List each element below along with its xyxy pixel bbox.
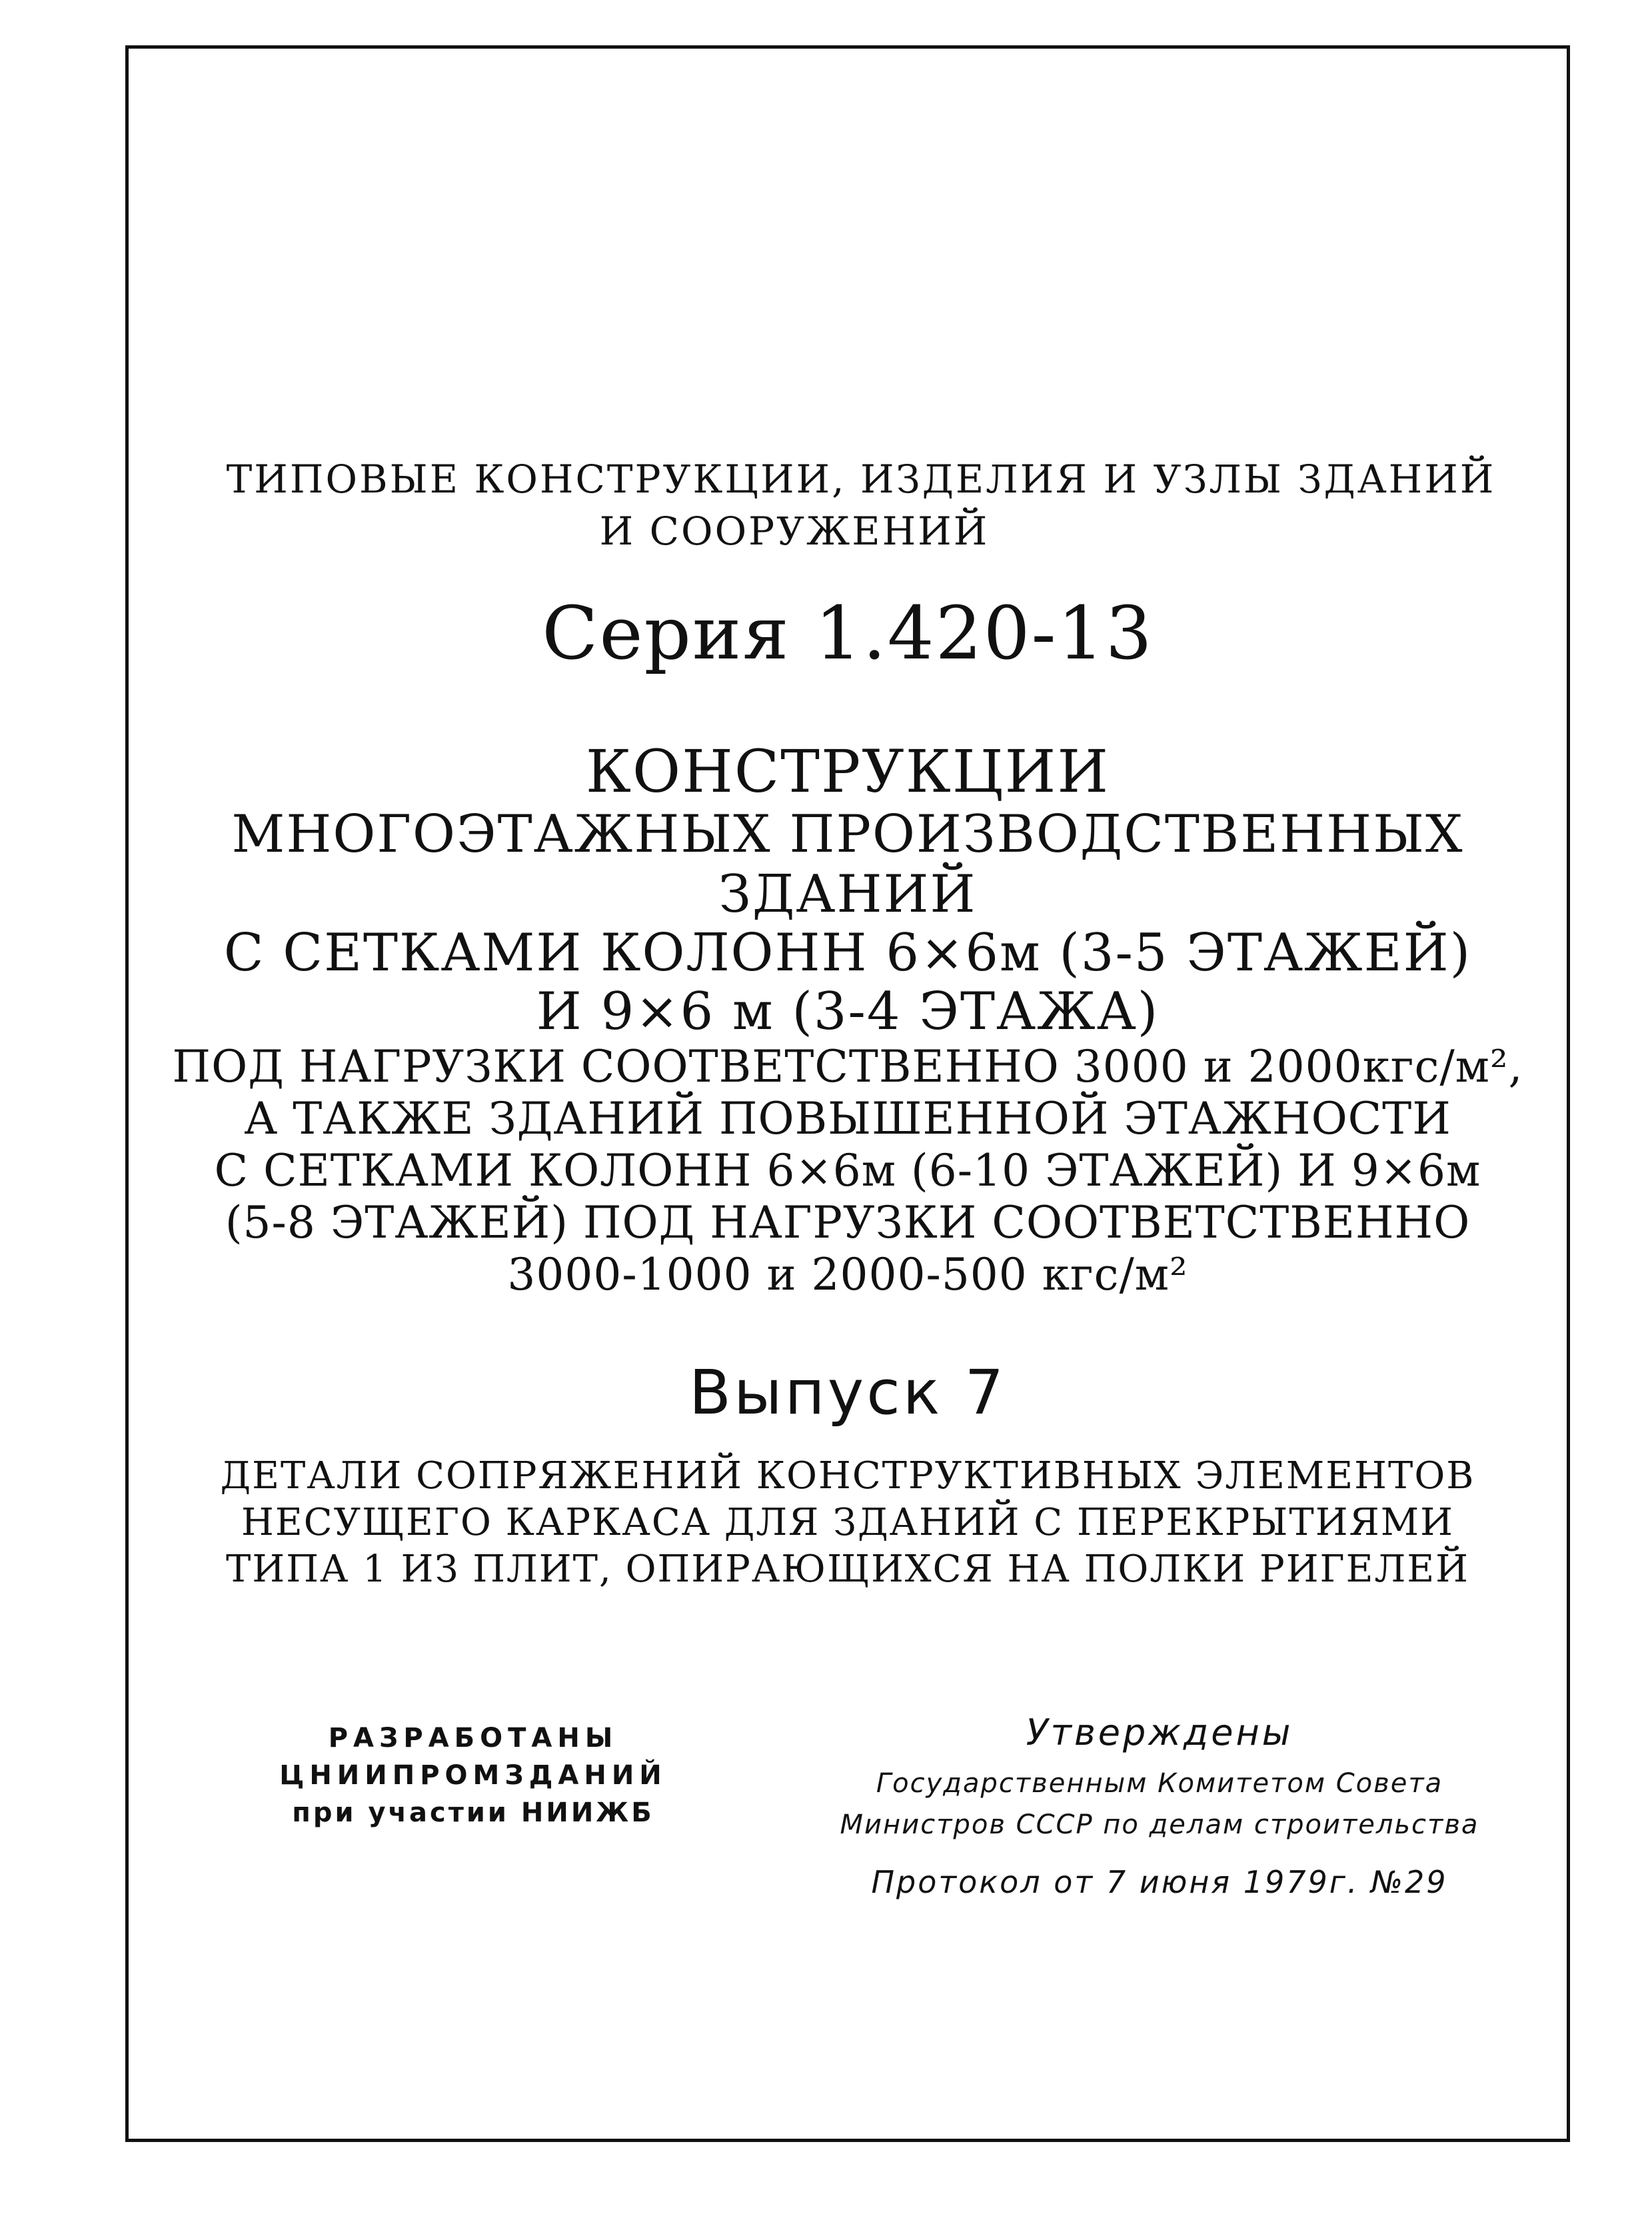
approved-by xyxy=(826,1703,1493,1912)
title-line-9: (5-8 ЭТАЖЕЙ) ПОД НАГРУЗКИ СООТВЕТСТВЕННО xyxy=(225,1197,1471,1248)
approver-line-1: Государственным Комитетом Совета xyxy=(876,1768,1443,1799)
title-line-7: А ТАКЖЕ ЗДАНИЙ ПОВЫШЕННОЙ ЭТАЖНОСТИ xyxy=(244,1093,1451,1144)
title-line-5: И 9×6 м (3-4 ЭТАЖА) xyxy=(536,982,1160,1042)
issue-number: Выпуск 7 xyxy=(688,1357,1007,1428)
title-line-8: С СЕТКАМИ КОЛОНН 6×6м (6-10 ЭТАЖЕЙ) И 9×6м xyxy=(214,1145,1481,1196)
title-line-6: ПОД НАГРУЗКИ СООТВЕТСТВЕННО 3000 и 2000кгс/м², xyxy=(172,1041,1523,1092)
details-line-2: НЕСУЩЕГО КАРКАСА ДЛЯ ЗДАНИЙ С ПЕРЕКРЫТИЯМИ xyxy=(241,1501,1454,1544)
header-line-1: ТИПОВЫЕ КОНСТРУКЦИИ, ИЗДЕЛИЯ И УЗЛЫ ЗДАНИЙ xyxy=(226,457,1496,502)
series-title: Серия 1.420-13 xyxy=(542,590,1154,676)
details-line-1: ДЕТАЛИ СОПРЯЖЕНИЙ КОНСТРУКТИВНЫХ ЭЛЕМЕНТОВ xyxy=(220,1454,1475,1498)
developer-participant: при участии НИИЖБ xyxy=(292,1797,654,1828)
developed-by xyxy=(267,1719,680,1831)
document-header xyxy=(125,453,1570,557)
developed-label: РАЗРАБОТАНЫ xyxy=(328,1723,618,1753)
developer-org: ЦНИИПРОМЗДАНИЙ xyxy=(279,1760,667,1791)
approved-label: Утверждены xyxy=(1026,1711,1293,1753)
protocol-reference: Протокол от 7 июня 1979г. №29 xyxy=(871,1864,1448,1900)
title-line-3: ЗДАНИЙ xyxy=(718,864,977,924)
title-line-2: МНОГОЭТАЖНЫХ ПРОИЗВОДСТВЕННЫХ xyxy=(231,804,1464,864)
issue-description xyxy=(125,1453,1570,1593)
title-line-4: С СЕТКАМИ КОЛОНН 6×6м (3-5 ЭТАЖЕЙ) xyxy=(223,923,1472,983)
details-line-3: ТИПА 1 ИЗ ПЛИТ, ОПИРАЮЩИХСЯ НА ПОЛКИ РИГЕЛЕЙ xyxy=(226,1548,1469,1591)
document-title xyxy=(125,737,1570,1301)
title-line-10: 3000-1000 и 2000-500 кгс/м² xyxy=(507,1249,1188,1300)
header-line-2: И СООРУЖЕНИЙ xyxy=(599,509,990,554)
approver-line-2: Министров СССР по делам строительства xyxy=(840,1809,1479,1840)
title-line-1: КОНСТРУКЦИИ xyxy=(585,737,1110,806)
